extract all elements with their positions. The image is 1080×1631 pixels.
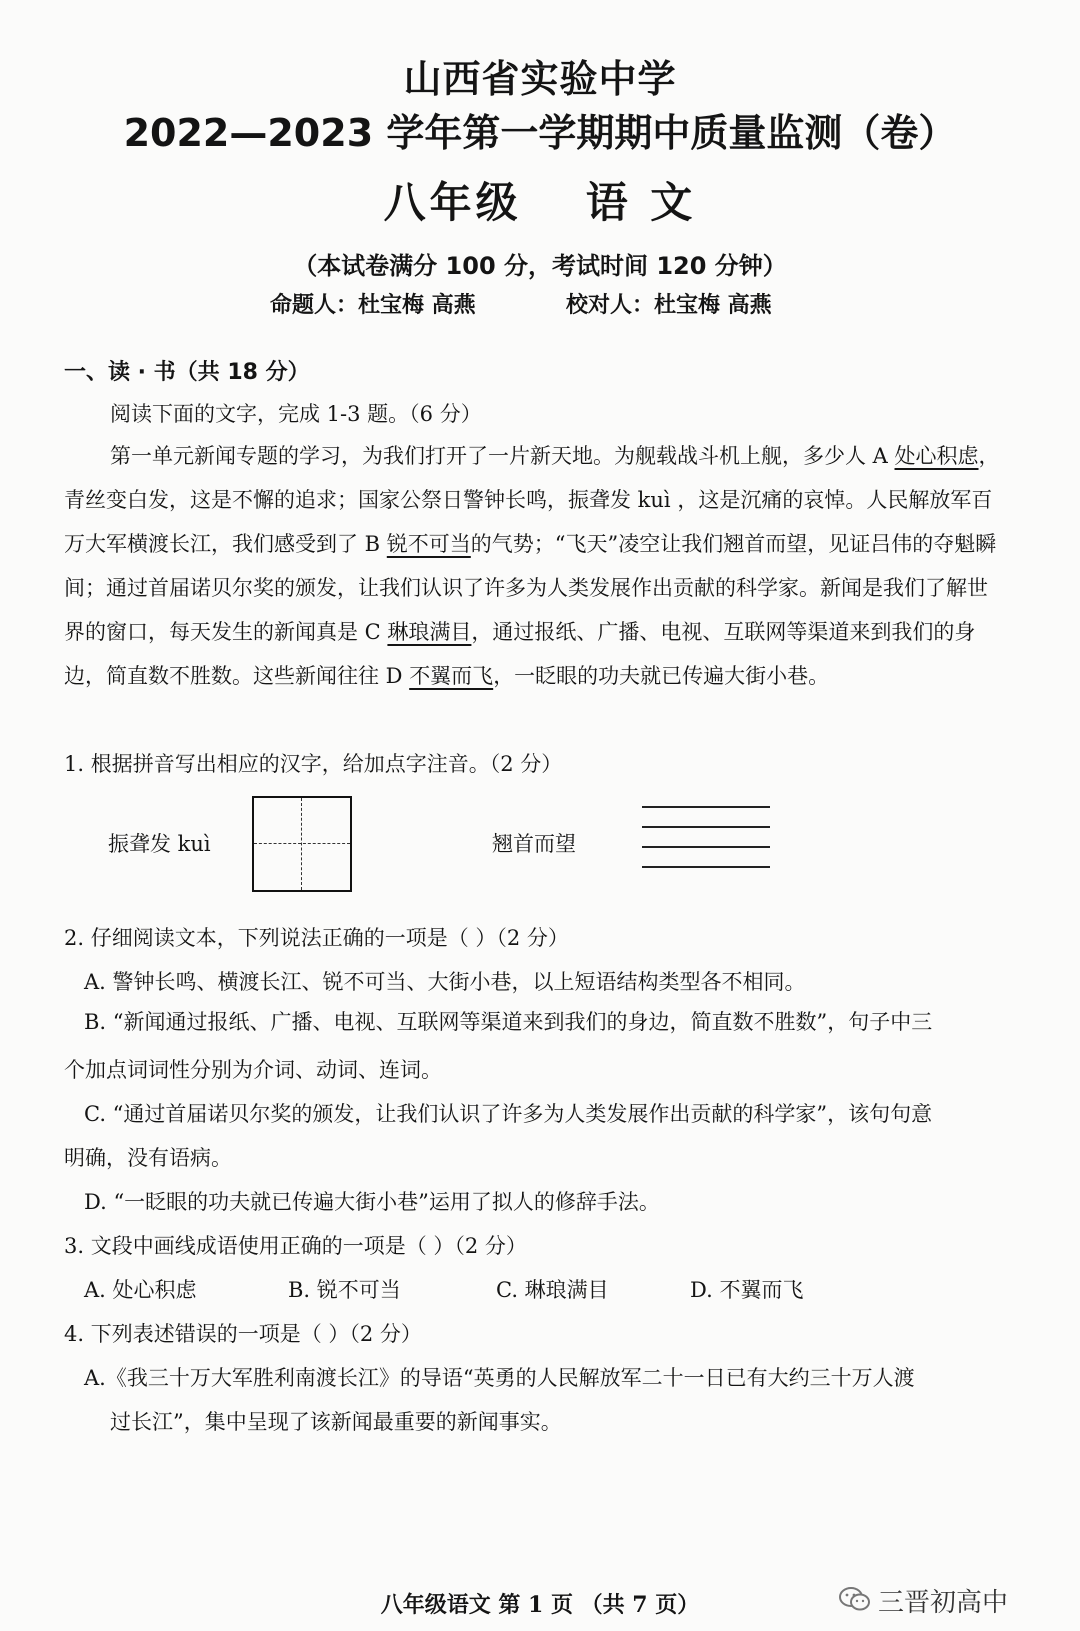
authors: 命题人：杜宝梅 高燕 bbox=[270, 293, 476, 318]
reading-passage bbox=[64, 434, 1004, 698]
answer-line[interactable] bbox=[642, 846, 770, 848]
q2-option-b: B. “新闻通过报纸、广播、电视、互联网等渠道来到我们的身边，简直数不胜数”，句子中三 bbox=[84, 1010, 933, 1034]
underlined-idiom-b: 锐不可当 bbox=[386, 532, 471, 556]
q1-right-label: 翘首而望 bbox=[492, 832, 576, 856]
passage-text: 的气势；“飞天”凌空让我们翘首而望，见证吕伟的夺魁瞬间；通过首届诺贝尔奖的颁发，让我们认识了许多为人类发展作出贡献的科学家。新闻是我们了解世界的窗口，每天发生的新闻真是 C bbox=[64, 532, 997, 644]
passage-text: ，通过报纸、广播、电视、互联网等渠道来到我们的身边，简直数不胜数。这些新闻往往 D bbox=[64, 620, 976, 688]
answer-line[interactable] bbox=[642, 866, 770, 868]
school-title: 山西省实验中学 bbox=[403, 57, 677, 101]
underlined-idiom-a: 处心积虑 bbox=[894, 444, 979, 468]
box-guide-vertical bbox=[301, 798, 302, 890]
watermark-text: 三晋初高中 bbox=[878, 1588, 1009, 1618]
question-3: 3. 文段中画线成语使用正确的一项是（ ）（2 分） bbox=[64, 1234, 527, 1258]
exam-info: （本试卷满分 100 分，考试时间 120 分钟） bbox=[293, 252, 787, 280]
answer-line[interactable] bbox=[642, 826, 770, 828]
grade-subject-title bbox=[0, 170, 1080, 230]
subject-label: 语 文 bbox=[585, 178, 697, 227]
section-heading: 一、读 · 书（共 18 分） bbox=[64, 360, 310, 385]
q2-option-a: A. 警钟长鸣、横渡长江、锐不可当、大街小巷，以上短语结构类型各不相同。 bbox=[84, 970, 806, 994]
q2-option-b-cont: 个加点词词性分别为介词、动词、连词。 bbox=[64, 1058, 442, 1082]
question-4: 4. 下列表述错误的一项是（ ）（2 分） bbox=[64, 1322, 422, 1346]
checkers: 校对人：杜宝梅 高燕 bbox=[566, 293, 772, 318]
wechat-icon bbox=[838, 1584, 872, 1614]
q3-option-d: D. 不翼而飞 bbox=[690, 1278, 804, 1302]
question-2: 2. 仔细阅读文本，下列说法正确的一项是（ ）（2 分） bbox=[64, 926, 569, 950]
question-1: 1. 根据拼音写出相应的汉字，给加点字注音。（2 分） bbox=[64, 752, 563, 776]
q2-option-c-cont: 明确，没有语病。 bbox=[64, 1146, 232, 1170]
q4-option-a: A.《我三十万大军胜利南渡长江》的导语“英勇的人民解放军二十一日已有大约三十万人渡 bbox=[84, 1366, 915, 1390]
underlined-idiom-c: 琳琅满目 bbox=[387, 620, 472, 644]
passage-text: ，一眨眼的功夫就已传遍大街小巷。 bbox=[493, 664, 830, 688]
answer-line[interactable] bbox=[642, 806, 770, 808]
q2-option-c: C. “通过首届诺贝尔奖的颁发，让我们认识了许多为人类发展作出贡献的科学家”，该句句意 bbox=[84, 1102, 933, 1126]
page-footer: 八年级语文 第 1 页 （共 7 页） bbox=[380, 1592, 700, 1618]
passage-text: ，青丝变白发，这是不懈的追求；国家公祭日警钟长鸣，振聋发 kuì ，这是沉痛的哀悼。人民解放军百万大军横渡长江，我们感受到了 B bbox=[64, 444, 1000, 556]
q1-left-label: 振聋发 kuì bbox=[108, 832, 211, 856]
exam-title: 2022—2023 学年第一学期期中质量监测（卷） bbox=[123, 111, 957, 155]
q3-option-c: C. 琳琅满目 bbox=[496, 1278, 609, 1302]
section-instruction: 阅读下面的文字，完成 1-3 题。（6 分） bbox=[110, 402, 482, 426]
passage-text: 第一单元新闻专题的学习，为我们打开了一片新天地。为舰载战斗机上舰，多少人 A bbox=[110, 444, 895, 468]
grade-label: 八年级 bbox=[383, 178, 522, 227]
character-writing-box[interactable] bbox=[252, 796, 352, 892]
underlined-idiom-d: 不翼而飞 bbox=[409, 664, 494, 688]
q3-option-b: B. 锐不可当 bbox=[288, 1278, 401, 1302]
q4-option-a-cont: 过长江”，集中呈现了该新闻最重要的新闻事实。 bbox=[110, 1410, 562, 1434]
q3-option-a: A. 处心积虑 bbox=[84, 1278, 197, 1302]
q2-option-d: D. “一眨眼的功夫就已传遍大街小巷”运用了拟人的修辞手法。 bbox=[84, 1190, 660, 1214]
box-guide-horizontal bbox=[254, 843, 350, 844]
